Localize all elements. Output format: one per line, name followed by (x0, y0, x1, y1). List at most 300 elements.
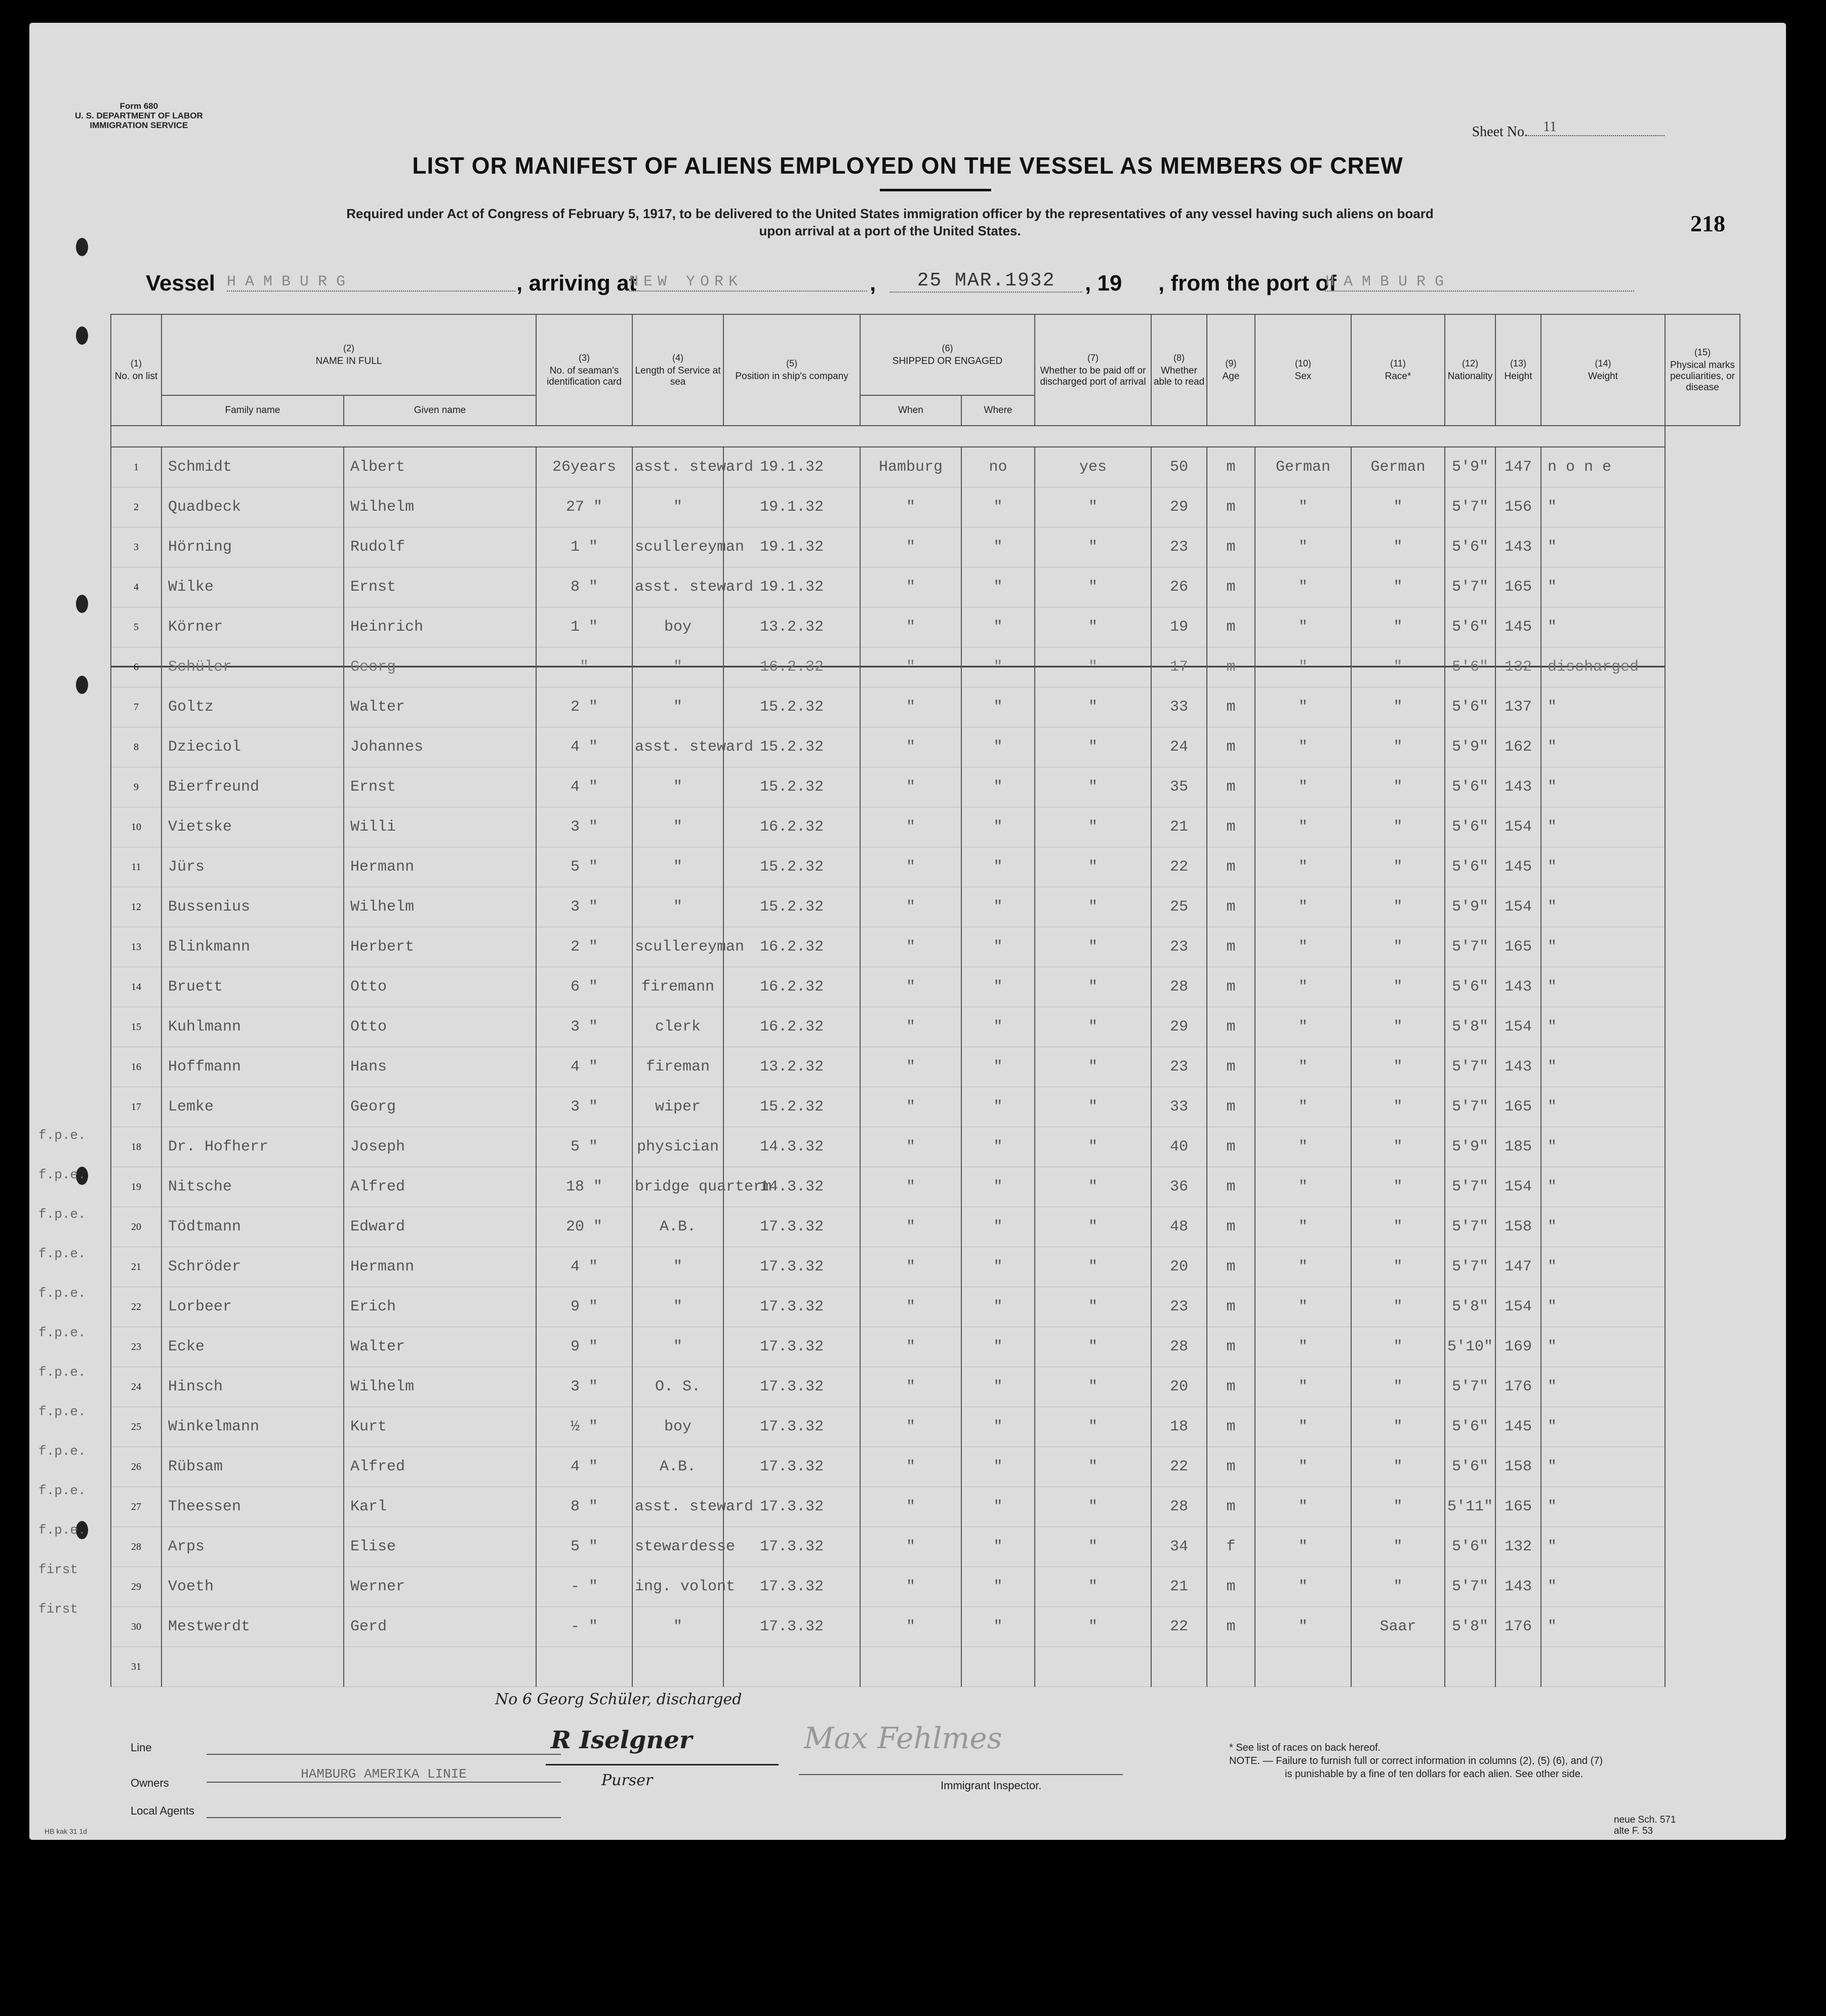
nationality: Saar (1351, 1607, 1445, 1647)
shipped-when: 15.2.32 (723, 1087, 860, 1127)
ref-old: alte F. 53 (1614, 1826, 1653, 1836)
nationality: " (1351, 887, 1445, 927)
given-name: Erich (344, 1287, 536, 1327)
note-line-1: NOTE. — Failure to furnish full or correct information in columns (2), (5) (6), and (7) (1229, 1755, 1603, 1766)
service-length: 6 " (536, 967, 632, 1007)
crew-no: 5 (111, 607, 161, 647)
service-length: 26years (536, 447, 632, 487)
given-name: Hermann (344, 1247, 536, 1287)
nationality: " (1351, 1247, 1445, 1287)
ref-new: neue Sch. 571 (1614, 1815, 1676, 1825)
nationality: " (1351, 607, 1445, 647)
crew-no: 29 (111, 1567, 161, 1607)
race: " (1255, 967, 1351, 1007)
crew-no: 28 (111, 1527, 161, 1567)
page-title: LIST OR MANIFEST OF ALIENS EMPLOYED ON THE VESSEL AS MEMBERS OF CREW (412, 152, 1403, 179)
col-header-height: (13) Height (1495, 314, 1541, 426)
crew-no: 19 (111, 1167, 161, 1207)
race: " (1255, 1527, 1351, 1567)
age: 40 (1151, 1127, 1207, 1167)
race: " (1255, 567, 1351, 607)
crew-no: 12 (111, 887, 161, 927)
col-header-given-name: Given name (344, 395, 536, 426)
shipped-where: " (860, 1247, 961, 1287)
age: 29 (1151, 1007, 1207, 1047)
table-row (111, 647, 1740, 687)
age: 28 (1151, 1327, 1207, 1367)
nationality: " (1351, 1167, 1445, 1207)
able-to-read: " (1035, 1207, 1151, 1247)
punch-hole-3 (76, 595, 88, 613)
nationality: " (1351, 1367, 1445, 1407)
sex: m (1207, 887, 1255, 927)
shipped-where: " (860, 1527, 961, 1567)
physical-marks: " (1541, 1567, 1665, 1607)
weight: 147 (1495, 447, 1541, 487)
paid-off (961, 1647, 1035, 1687)
age: 20 (1151, 1247, 1207, 1287)
paid-off: " (961, 607, 1035, 647)
physical-marks: " (1541, 1127, 1665, 1167)
height: 5'6" (1445, 647, 1495, 687)
height: 5'6" (1445, 1527, 1495, 1567)
inspector-signature: Max Fehlmes (804, 1721, 1002, 1755)
physical-marks: " (1541, 1287, 1665, 1327)
weight: 145 (1495, 1407, 1541, 1447)
given-name: Karl (344, 1487, 536, 1527)
sex: m (1207, 1327, 1255, 1367)
physical-marks: " (1541, 887, 1665, 927)
service-length: 8 " (536, 567, 632, 607)
handwritten-note: No 6 Georg Schüler, discharged (495, 1691, 742, 1708)
given-name: Hermann (344, 847, 536, 887)
margin-annotation: f.p.e. (38, 1128, 86, 1143)
able-to-read: " (1035, 1167, 1151, 1207)
form-references (1614, 1815, 1676, 1837)
family-name: Schröder (161, 1247, 344, 1287)
family-name: Mestwerdt (161, 1607, 344, 1647)
given-name: Herbert (344, 927, 536, 967)
height: 5'6" (1445, 967, 1495, 1007)
table-row (111, 1247, 1740, 1287)
paid-off: " (961, 1367, 1035, 1407)
race: " (1255, 727, 1351, 767)
race (1255, 1647, 1351, 1687)
service-length: 3 " (536, 1087, 632, 1127)
height: 5'9" (1445, 1127, 1495, 1167)
table-row (111, 607, 1740, 647)
race: " (1255, 1047, 1351, 1087)
shipped-when: 19.1.32 (723, 527, 860, 567)
form-header-block (75, 101, 203, 130)
owners-label: Owners (131, 1777, 169, 1789)
age: 24 (1151, 727, 1207, 767)
height: 5'7" (1445, 927, 1495, 967)
table-row (111, 1167, 1740, 1207)
col-header-sex: (10) Sex (1255, 314, 1351, 426)
able-to-read: " (1035, 1607, 1151, 1647)
given-name: Wilhelm (344, 487, 536, 527)
sex: m (1207, 1167, 1255, 1207)
family-name: Bierfreund (161, 767, 344, 807)
able-to-read: " (1035, 847, 1151, 887)
height: 5'6" (1445, 607, 1495, 647)
margin-annotation: first (38, 1562, 78, 1577)
subtitle-line-1: Required under Act of Congress of February 5, 1917, to be delivered to the United States immigration officer by the representatives of any vessel having such aliens on board (346, 206, 1434, 221)
shipped-when: 15.2.32 (723, 847, 860, 887)
shipped-when: 17.3.32 (723, 1407, 860, 1447)
sheet-number: 11 (1528, 119, 1665, 136)
race: " (1255, 1567, 1351, 1607)
crew-no: 26 (111, 1447, 161, 1487)
shipped-where (860, 1647, 961, 1687)
family-name: Lorbeer (161, 1287, 344, 1327)
shipped-where: " (860, 527, 961, 567)
shipped-where: " (860, 1007, 961, 1047)
crew-no: 17 (111, 1087, 161, 1127)
shipped-where: " (860, 647, 961, 687)
family-name: Körner (161, 607, 344, 647)
given-name: Georg (344, 647, 536, 687)
table-row (111, 1407, 1740, 1447)
sex: m (1207, 1367, 1255, 1407)
physical-marks: " (1541, 1167, 1665, 1207)
race: " (1255, 1127, 1351, 1167)
shipped-where: " (860, 767, 961, 807)
table-row (111, 1127, 1740, 1167)
shipped-where: " (860, 1567, 961, 1607)
able-to-read: " (1035, 1327, 1151, 1367)
height: 5'6" (1445, 807, 1495, 847)
able-to-read: " (1035, 687, 1151, 727)
paid-off: " (961, 967, 1035, 1007)
race: " (1255, 927, 1351, 967)
sex: m (1207, 607, 1255, 647)
weight: 154 (1495, 1167, 1541, 1207)
paid-off: " (961, 1287, 1035, 1327)
crew-no: 18 (111, 1127, 161, 1167)
shipped-when: 17.3.32 (723, 1607, 860, 1647)
arriving-label: , arriving at (516, 271, 637, 296)
col-header-when: When (860, 395, 961, 426)
race: " (1255, 767, 1351, 807)
weight: 154 (1495, 807, 1541, 847)
age: 25 (1151, 887, 1207, 927)
physical-marks: " (1541, 727, 1665, 767)
paid-off: " (961, 1607, 1035, 1647)
service-length: - " (536, 1607, 632, 1647)
sex: m (1207, 647, 1255, 687)
col-header-name: (2) NAME IN FULL (161, 314, 536, 395)
family-name: Tödtmann (161, 1207, 344, 1247)
sex: m (1207, 1087, 1255, 1127)
sex: m (1207, 1447, 1255, 1487)
physical-marks: " (1541, 1367, 1665, 1407)
sex: m (1207, 1287, 1255, 1327)
age: 22 (1151, 1607, 1207, 1647)
paid-off: " (961, 567, 1035, 607)
position: asst. steward (632, 567, 723, 607)
nationality: " (1351, 967, 1445, 1007)
paid-off: " (961, 1167, 1035, 1207)
nationality: " (1351, 767, 1445, 807)
sex (1207, 1647, 1255, 1687)
footnotes (1229, 1741, 1685, 1781)
given-name: Walter (344, 1327, 536, 1367)
manifest-sheet: Form 680 U. S. DEPARTMENT OF LABOR IMMIGRATION SERVICE Sheet No. 11 LIST OR MANIFEST OF ALIENS EMPLOYED ON THE VESSEL AS MEMBERS OF CREW Required under Act of Congress of February 5, 1917, to be delivered to the United States immigration officer by the representatives of any vessel having such aliens on board upon arrival at a port of the United States. 218 Vessel HAMBURG , arriving at NEW YORK , 25 MAR.1932 , 19 , from the port of HAMBURG (1) No. on list (2) NAME IN FULL (3) No. of seaman's identification card (4) Length of Service at sea (5) Position in ship's company (6) SHIPPED OR ENGAGED (7) Whether to be paid off or discharged port of arrival (8) Whether able to read (9) Age (10) Sex (11) Race* (12) Nationality (13) Height (14) Weight (15) Physical marks peculiarities, or disease Family name Given name When Where 1 Schmidt Albert 26years asst. steward 19.1.32 Hamburg no yes 50 m German German 5'9" 147 n o n e 2 Quadbeck Wilhelm 27 " " 19.1.32 " " " 29 m " " 5'7" 156 " 3 Hörning Rudolf 1 " scullereyman 19.1.32 " " " 23 m " " 5'6" 143 " 4 Wilke Ernst 8 " asst. steward 19.1.32 " " " 26 m " " 5'7" 165 " 5 Körner Heinrich 1 " boy 13.2.32 " " " 19 m " " 5'6" 145 " 6 Schüler Georg " " 16.2.32 " " " 17 m " " 5'6" 132 discharged 7 Goltz Walter 2 " " 15.2.32 " " " 33 m " " 5'6" 137 " 8 Dzieciol Johannes 4 " asst. steward 15.2.32 " " " 24 m " " 5'9" 162 " 9 Bierfreund Ernst 4 " " 15.2.32 " " " 35 m " " 5'6" 143 " 10 Vietske Willi 3 " " 16.2.32 " " " 21 m " " 5'6" 154 " 11 Jürs Hermann 5 " " 15.2.32 " " " 22 m " " 5'6" 145 " 12 Bussenius Wilhelm 3 " " 15.2.32 " " " 25 m " " 5'9" 154 " 13 Blinkmann Herbert 2 " scullereyman 16.2.32 " " " 23 m " " 5'7" 165 " 14 Bruett Otto 6 " firemann 16.2.32 " " " 28 m " " 5'6" 143 " 15 Kuhlmann Otto 3 " clerk 16.2.32 " " " 29 m " " 5'8" 154 " 16 Hoffmann Hans 4 " fireman 13.2.32 " " " 23 m " " 5'7" 143 " 17 Lemke Georg 3 " wiper 15.2.32 " " " 33 m " " 5'7" 165 " 18 Dr. Hofherr Joseph 5 " physician 14.3.32 " " " 40 m " " 5'9" 185 " 19 Nitsche Alfred 18 " bridge quarterm 14.3.32 " " " 36 m " " 5'7" 154 " 20 Tödtmann Edward 20 " A.B. 17.3.32 " " " 48 m " " 5'7" 158 " 21 Schröder Hermann 4 " " 17.3.32 " " " 20 m " " 5'7" 147 " 22 Lorbeer Erich 9 " " 17.3.32 " " " 23 m " " 5'8" 154 " 23 Ecke Walter 9 " " 17.3.32 " " " 28 m " " 5'10" 169 " 24 Hinsch Wilhelm 3 " O. S. 17.3.32 " " " 20 m " " 5'7" 176 " 25 Winkelmann Kurt ½ " boy 17.3.32 " " " 18 m " " 5'6" 145 " 26 Rübsam Alfred 4 " A.B. 17.3.32 " " " 22 m " " 5'6" 158 " 27 Theessen Karl 8 " asst. steward 17.3.32 " " " 28 m " " 5'11" 165 " 28 Arps Elise 5 " stewardesse 17.3.32 " " " 34 f " " 5'6" 132 " 29 Voeth Werner - " ing. volont 17.3.32 " " " 21 m " " 5'7" 143 " 30 Mestwerdt Gerd - " " 17.3.32 " " " 22 m " Saar 5'8" 176 " 31 No 6 Georg Schüler, discharged Line Owners HAMBURG AMERIKA LINIE Local Agents R Iselgner Purser Max Fehlmes Immigrant Inspector. * See list of races on back hereof. NOTE. — Failure to furnish full or correct information in columns (2), (5) (6), and (7) is punishable by a fine of ten dollars for each alien. See other side. neue Sch. 571 alte F. 53 HB kak 31 1d f.p.e. f.p.e. f.p.e. f.p.e. f.p.e. f.p.e. f.p.e. f.p.e. f.p.e. f.p.e. f.p.e. first first (29, 23, 1786, 1840)
physical-marks: " (1541, 607, 1665, 647)
race-footnote: * See list of races on back hereof. (1229, 1742, 1381, 1753)
given-name: Wilhelm (344, 887, 536, 927)
weight: 158 (1495, 1447, 1541, 1487)
paid-off: " (961, 727, 1035, 767)
able-to-read: " (1035, 767, 1151, 807)
table-row (111, 1367, 1740, 1407)
shipped-when: 13.2.32 (723, 607, 860, 647)
shipped-when: 19.1.32 (723, 447, 860, 487)
given-name: Walter (344, 687, 536, 727)
race: German (1255, 447, 1351, 487)
height: 5'6" (1445, 527, 1495, 567)
crew-no: 1 (111, 447, 161, 487)
weight: 143 (1495, 1567, 1541, 1607)
position: " (632, 847, 723, 887)
nationality: " (1351, 1127, 1445, 1167)
service-length: 3 " (536, 887, 632, 927)
table-row (111, 887, 1740, 927)
given-name: Albert (344, 447, 536, 487)
service-length: " (536, 647, 632, 687)
able-to-read: yes (1035, 447, 1151, 487)
table-row (111, 847, 1740, 887)
shipped-when: 15.2.32 (723, 767, 860, 807)
nationality: " (1351, 567, 1445, 607)
sex: m (1207, 567, 1255, 607)
family-name: Bruett (161, 967, 344, 1007)
sex: m (1207, 847, 1255, 887)
position: " (632, 1287, 723, 1327)
position (632, 1647, 723, 1687)
shipped-where: " (860, 807, 961, 847)
given-name: Elise (344, 1527, 536, 1567)
family-name: Lemke (161, 1087, 344, 1127)
crew-table (110, 314, 1740, 1687)
nationality: " (1351, 927, 1445, 967)
subtitle (201, 205, 1578, 239)
shipped-where: " (860, 1087, 961, 1127)
col-header-race: (11) Race* (1351, 314, 1445, 426)
family-name: Ecke (161, 1327, 344, 1367)
age: 18 (1151, 1407, 1207, 1447)
shipped-where: " (860, 1407, 961, 1447)
shipped-where: " (860, 607, 961, 647)
purser-label: Purser (601, 1772, 653, 1789)
able-to-read: " (1035, 967, 1151, 1007)
paid-off: " (961, 1207, 1035, 1247)
service-length: 5 " (536, 1127, 632, 1167)
shipped-when: 17.3.32 (723, 1527, 860, 1567)
nationality: " (1351, 1567, 1445, 1607)
family-name: Blinkmann (161, 927, 344, 967)
family-name: Rübsam (161, 1447, 344, 1487)
family-name: Nitsche (161, 1167, 344, 1207)
given-name (344, 1647, 536, 1687)
position: boy (632, 607, 723, 647)
service-length: 20 " (536, 1207, 632, 1247)
paid-off: " (961, 1527, 1035, 1567)
weight: 132 (1495, 647, 1541, 687)
sex: m (1207, 1247, 1255, 1287)
physical-marks: " (1541, 687, 1665, 727)
given-name: Wilhelm (344, 1367, 536, 1407)
age: 20 (1151, 1367, 1207, 1407)
height: 5'10" (1445, 1327, 1495, 1367)
arrival-date: 25 MAR.1932 (890, 270, 1082, 293)
shipped-where: " (860, 927, 961, 967)
physical-marks: n o n e (1541, 447, 1665, 487)
position: A.B. (632, 1207, 723, 1247)
col-header-where: Where (961, 395, 1035, 426)
crew-no: 10 (111, 807, 161, 847)
height: 5'6" (1445, 847, 1495, 887)
height: 5'6" (1445, 767, 1495, 807)
service-length: ½ " (536, 1407, 632, 1447)
physical-marks: " (1541, 487, 1665, 527)
col-header-id-card: (3) No. of seaman's identification card (536, 314, 632, 426)
margin-annotation: f.p.e. (38, 1365, 86, 1380)
nationality: " (1351, 1407, 1445, 1447)
service-length: 27 " (536, 487, 632, 527)
sheet-label: Sheet No. (1472, 124, 1528, 140)
weight: 145 (1495, 847, 1541, 887)
service-length: 1 " (536, 607, 632, 647)
table-row (111, 1527, 1740, 1567)
able-to-read: " (1035, 807, 1151, 847)
crew-no: 31 (111, 1647, 161, 1687)
punch-hole-2 (76, 326, 88, 345)
race: " (1255, 647, 1351, 687)
height: 5'8" (1445, 1607, 1495, 1647)
age: 34 (1151, 1527, 1207, 1567)
age: 21 (1151, 807, 1207, 847)
position: stewardesse (632, 1527, 723, 1567)
race: " (1255, 687, 1351, 727)
nationality: " (1351, 727, 1445, 767)
height: 5'6" (1445, 1447, 1495, 1487)
position: " (632, 807, 723, 847)
able-to-read: " (1035, 887, 1151, 927)
weight: 145 (1495, 607, 1541, 647)
position: A.B. (632, 1447, 723, 1487)
owners-value: HAMBURG AMERIKA LINIE (207, 1766, 561, 1783)
crew-no: 7 (111, 687, 161, 727)
service-length: 4 " (536, 767, 632, 807)
age: 22 (1151, 847, 1207, 887)
physical-marks: " (1541, 1087, 1665, 1127)
weight: 176 (1495, 1607, 1541, 1647)
vessel-name: HAMBURG (227, 273, 515, 292)
position: boy (632, 1407, 723, 1447)
family-name (161, 1647, 344, 1687)
given-name: Hans (344, 1047, 536, 1087)
physical-marks (1541, 1647, 1665, 1687)
age: 36 (1151, 1167, 1207, 1207)
paid-off: " (961, 647, 1035, 687)
paid-off: no (961, 447, 1035, 487)
service-length: 3 " (536, 1007, 632, 1047)
nationality: " (1351, 1287, 1445, 1327)
position: " (632, 1247, 723, 1287)
col-header-read: (8) Whether able to read (1151, 314, 1207, 426)
age: 22 (1151, 1447, 1207, 1487)
from-port-label: , from the port of (1158, 271, 1336, 296)
position: fireman (632, 1047, 723, 1087)
family-name: Quadbeck (161, 487, 344, 527)
weight: 137 (1495, 687, 1541, 727)
race: " (1255, 1007, 1351, 1047)
age: 23 (1151, 927, 1207, 967)
able-to-read: " (1035, 607, 1151, 647)
family-name: Arps (161, 1527, 344, 1567)
physical-marks: " (1541, 1247, 1665, 1287)
given-name: Otto (344, 967, 536, 1007)
age: 19 (1151, 607, 1207, 647)
table-row (111, 687, 1740, 727)
shipped-when: 16.2.32 (723, 647, 860, 687)
sex: m (1207, 1047, 1255, 1087)
crew-no: 22 (111, 1287, 161, 1327)
table-row (111, 807, 1740, 847)
sex: m (1207, 1487, 1255, 1527)
title-rule (880, 189, 991, 191)
table-row (111, 567, 1740, 607)
crew-no: 16 (111, 1047, 161, 1087)
nationality: " (1351, 647, 1445, 687)
service-length: 4 " (536, 1447, 632, 1487)
nationality: " (1351, 1087, 1445, 1127)
margin-annotation: f.p.e. (38, 1325, 86, 1340)
nationality: " (1351, 687, 1445, 727)
shipped-where: " (860, 727, 961, 767)
margin-annotation: f.p.e. (38, 1483, 86, 1498)
weight: 147 (1495, 1247, 1541, 1287)
height: 5'7" (1445, 1207, 1495, 1247)
age: 28 (1151, 1487, 1207, 1527)
weight: 143 (1495, 527, 1541, 567)
able-to-read: " (1035, 1247, 1151, 1287)
form-number: Form 680 (119, 101, 158, 111)
shipped-where: " (860, 887, 961, 927)
shipped-when: 15.2.32 (723, 887, 860, 927)
service-length: - " (536, 1567, 632, 1607)
sex: m (1207, 1127, 1255, 1167)
able-to-read: " (1035, 567, 1151, 607)
table-row (111, 1607, 1740, 1647)
shipped-when (723, 1647, 860, 1687)
crew-no: 11 (111, 847, 161, 887)
margin-annotation: f.p.e. (38, 1404, 86, 1419)
position: " (632, 1607, 723, 1647)
service-length: 3 " (536, 1367, 632, 1407)
race: " (1255, 487, 1351, 527)
height: 5'9" (1445, 887, 1495, 927)
given-name: Kurt (344, 1407, 536, 1447)
able-to-read: " (1035, 527, 1151, 567)
paid-off: " (961, 1567, 1035, 1607)
crew-rows (111, 447, 1740, 1687)
given-name: Ernst (344, 767, 536, 807)
shipped-where: " (860, 1287, 961, 1327)
